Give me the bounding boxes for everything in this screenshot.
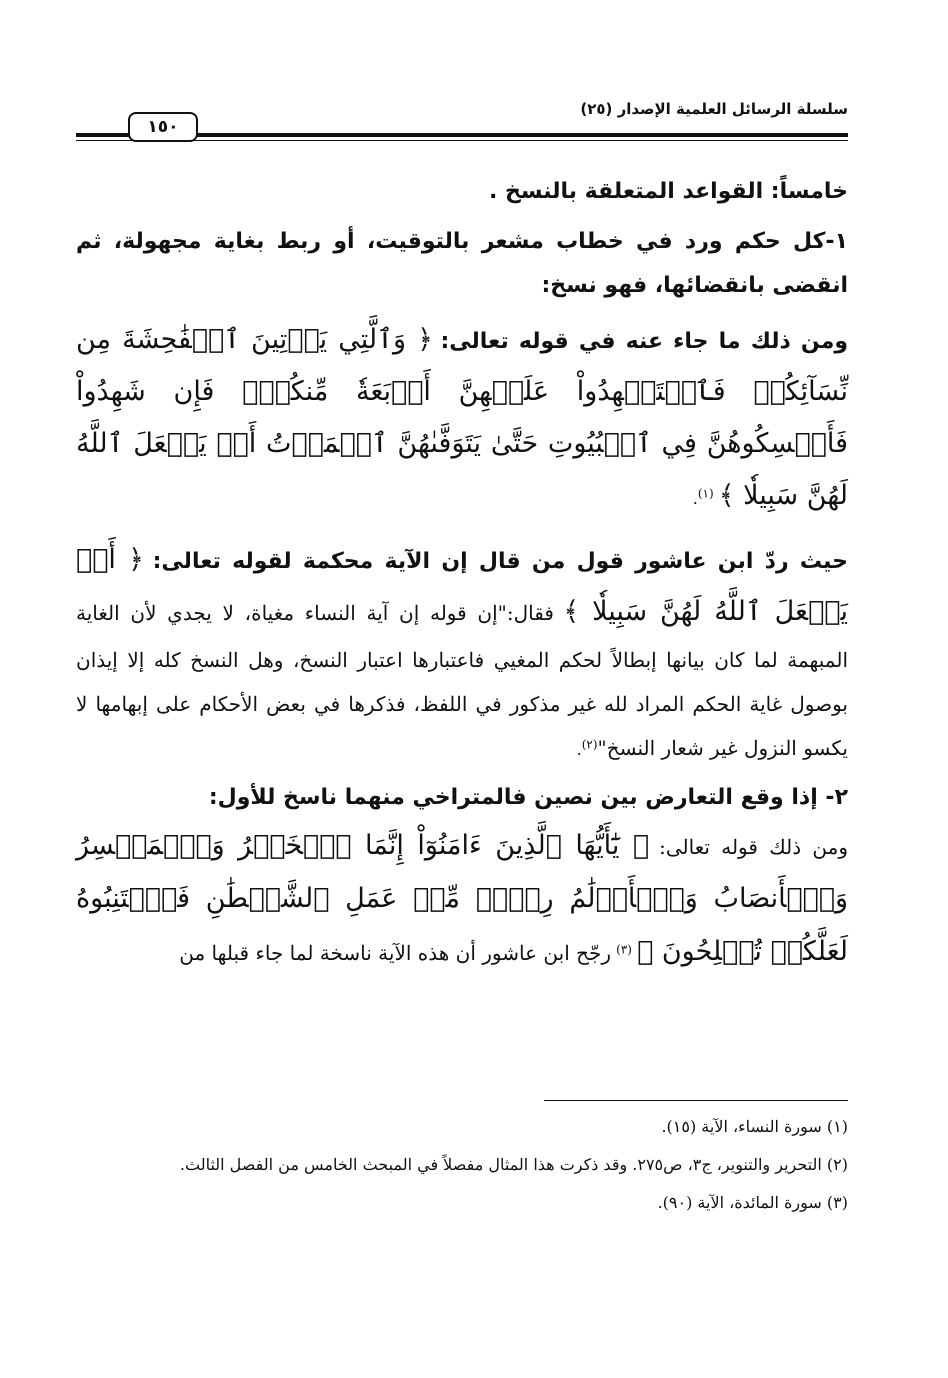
ibn-ashur-quote: فقال:"إن قوله إن آية النساء مغياة، لا يجدي لأن الغاية المبهمة لما كان بيانها إبطالاً لحكم المغيي فاعتبارها اعتبار النسخ، وهل النسخ كله إلا إيذان بوصول غاية الحكم المراد لله غير مذكور في اللفظ، فذكرها في بعض الأحكام على إبهامها لا يكسو النزول غير شعار النسخ" xyxy=(76,601,848,760)
quran-verse-2: ﴿ يَٰٓأَيُّهَا ٱلَّذِينَ ءَامَنُوٓاْ إِنَّمَا ٱلۡخَمۡرُ وَٱلۡمَيۡسِرُ وَٱلۡأَنصَابُ وَٱلۡأَزۡلَٰمُ رِجۡسٞ مِّنۡ عَمَلِ ٱلشَّيۡطَٰنِ فَٱجۡتَنِبُوهُ لَعَلَّكُمۡ تُفۡلِحُونَ ﴾ xyxy=(76,830,848,967)
example-2-tail: رجّح ابن عاشور أن هذه الآية ناسخة لما جاء قبلها من xyxy=(179,941,612,965)
page-number: ١٥٠ xyxy=(128,112,198,142)
example-1: ومن ذلك ما جاء عنه في قوله تعالى: ﴿ وَٱلَّتِي يَأۡتِينَ ٱلۡفَٰحِشَةَ مِن نِّسَآئِكُمۡ فَٱسۡتَشۡهِدُواْ عَلَيۡهِنَّ أَرۡبَعَةٗ مِّنكُمۡۖ فَإِن شَهِدُواْ فَأَمۡسِكُوهُنَّ فِي ٱلۡبُيُوتِ حَتَّىٰ يَتَوَفَّىٰهُنَّ ٱلۡمَوۡتُ أَوۡ يَجۡعَلَ ٱللَّهُ لَهُنَّ سَبِيلٗا ﴾ $^{(١)}$. xyxy=(76,324,848,511)
ibn-ashur-intro: حيث ردّ ابن عاشور قول من قال إن الآية محكمة لقوله تعالى: xyxy=(152,549,848,574)
example-1-intro: ومن ذلك ما جاء عنه في قوله تعالى: xyxy=(440,329,848,354)
footnotes xyxy=(76,1112,848,1226)
rule-1: ١-كل حكم ورد في خطاب مشعر بالتوقيت، أو ربط بغاية مجهولة، ثم انقضى بانقضائها، فهو نسخ: xyxy=(76,229,848,298)
footnote-divider xyxy=(544,1100,848,1101)
quran-verse-1: ﴿ وَٱلَّتِي يَأۡتِينَ ٱلۡفَٰحِشَةَ مِن نِّسَآئِكُمۡ فَٱسۡتَشۡهِدُواْ عَلَيۡهِنَّ أَرۡبَعَةٗ مِّنكُمۡۖ فَإِن شَهِدُواْ فَأَمۡسِكُوهُنَّ فِي ٱلۡبُيُوتِ حَتَّىٰ يَتَوَفَّىٰهُنَّ ٱلۡمَوۡتُ أَوۡ يَجۡعَلَ ٱللَّهُ لَهُنَّ سَبِيلٗا ﴾ xyxy=(76,324,848,511)
example-2 xyxy=(76,820,848,979)
rule-2: ٢- إذا وقع التعارض بين نصين فالمتراخي منهما ناسخ للأول: xyxy=(208,785,848,810)
footnote-2: (٢) التحرير والتنوير، ج٣، ص٢٧٥. وقد ذكرت هذا المثال مفصلاً في المبحث الخامس من الفصل الثالث. xyxy=(179,1155,848,1174)
footnote-3: (٣) سورة المائدة، الآية (٩٠). xyxy=(657,1193,848,1212)
ibn-ashur-paragraph: حيث ردّ ابن عاشور قول من قال إن الآية محكمة لقوله تعالى: ﴿ أَوۡ يَجۡعَلَ ٱللَّهُ لَهُنَّ سَبِيلٗا ﴾ فقال:"إن قوله إن آية النساء مغياة، لا يجدي لأن الغاية المبهمة لما كان بيانها إبطالاً لحكم المغيي فاعتبارها اعتبار النسخ، وهل النسخ كله إلا إيذان بوصول غاية الحكم المراد لله غير مذكور في اللفظ، فذكرها في بعض الأحكام على إبهامها لا يكسو النزول غير شعار النسخ"$^{(٢)}$. xyxy=(76,544,848,760)
footnote-ref-2: (٢) xyxy=(581,737,598,752)
quran-verse-fragment: ﴿ أَوۡ يَجۡعَلَ ٱللَّهُ لَهُنَّ سَبِيلٗا ﴾ xyxy=(76,544,848,627)
footnote-ref-1: (١) xyxy=(697,486,714,501)
page-header xyxy=(76,92,848,152)
section-heading: خامساً: القواعد المتعلقة بالنسخ . xyxy=(489,179,848,204)
footnote-ref-3: (٣) xyxy=(616,942,632,957)
main-text xyxy=(76,170,848,979)
footnote-1: (١) سورة النساء، الآية (١٥). xyxy=(661,1117,848,1136)
series-title: سلسلة الرسائل العلمية الإصدار (٢٥) xyxy=(580,100,848,118)
example-2-intro: ومن ذلك قوله تعالى: xyxy=(659,835,849,859)
